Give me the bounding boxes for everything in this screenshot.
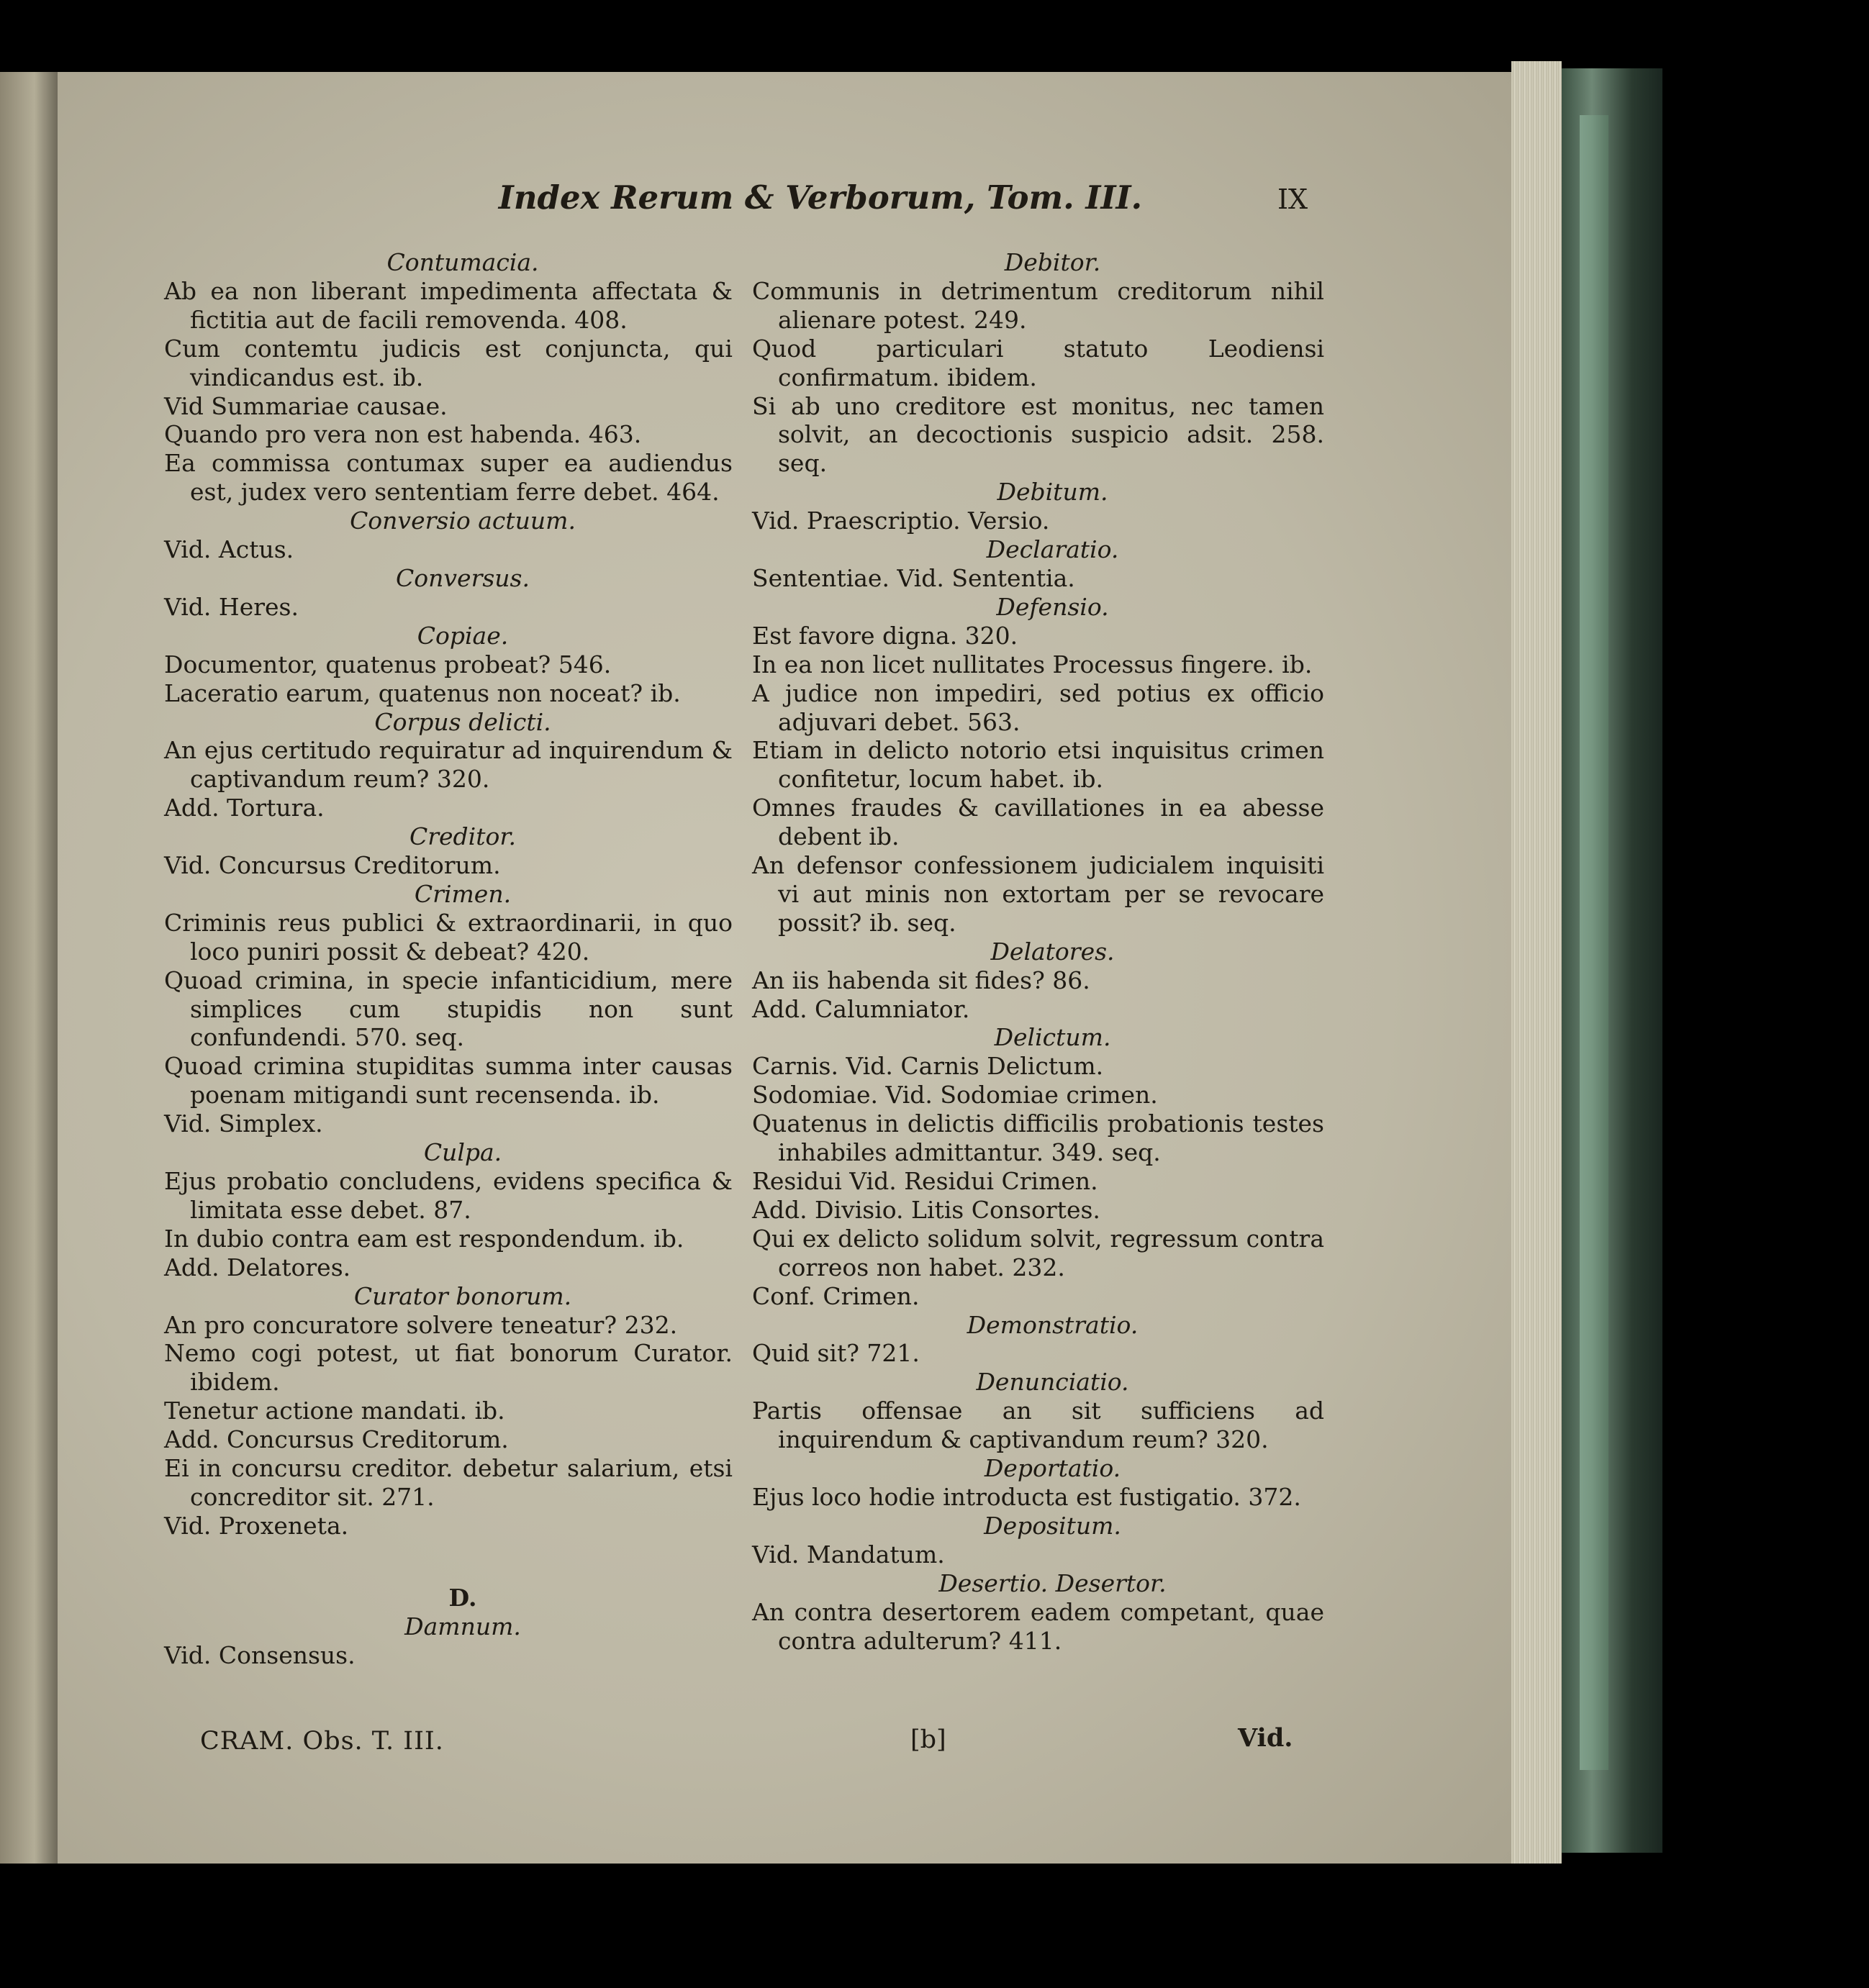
index-headword: Defensio. [996,592,1109,621]
index-entry: Omnes fraudes & cavillationes in ea abesse debent ib. [752,794,1324,851]
index-entry: Quod particulari statuto Leodiensi confirmatum. ibidem. [752,334,1324,391]
index-entry: Vid. Praescriptio. Versio. [752,507,1050,535]
index-entry: An defensor confessionem judicialem inquisiti vi aut minis non extortam per se revocare possit? ib. seq. [752,851,1324,937]
index-headword: Damnum. [404,1612,521,1640]
index-entry: Vid. Simplex. [164,1109,323,1138]
section-spacer [164,1540,733,1584]
index-entry: Vid. Proxeneta. [164,1511,349,1540]
signature-line: CRAM. Obs. T. III. [200,1727,444,1756]
index-entry: Sententiae. Vid. Sententia. [752,563,1075,592]
index-entry: Add. Divisio. Litis Consortes. [752,1195,1100,1224]
index-headword: Denunciatio. [976,1368,1129,1397]
index-entry: Quoad crimina, in specie infanticidium, mere simplices cum stupidis non sunt confundendi. 570. seq. [164,966,733,1052]
page-number: IX [1277,183,1308,215]
index-headword: Debitor. [1004,248,1101,276]
previous-page-edge [0,72,58,1864]
index-headword: Depositum. [984,1511,1121,1540]
index-headword: Delatores. [990,937,1115,966]
index-entry: Criminis reus publici & extraordinarii, in quo loco puniri possit & debeat? 420. [164,908,733,966]
index-entry: Quoad crimina stupiditas summa inter causas poenam mitigandi sunt recensenda. ib. [164,1052,733,1109]
index-entry: Vid. Actus. [164,535,294,564]
index-headword: Debitum. [997,478,1108,507]
page-stack-edges [1511,61,1562,1864]
cover-board-edge [1580,115,1608,1770]
index-headword: Copiae. [417,621,509,650]
index-entry: Communis in detrimentum creditorum nihil alienare potest. 249. [752,276,1324,334]
index-headword: Desertio. Desertor. [938,1569,1167,1597]
index-entry: Add. Calumniator. [752,994,970,1023]
index-entry: Etiam in delicto notorio etsi inquisitus crimen confitetur, locum habet. ib. [752,736,1324,794]
index-entry: Quid sit? 721. [752,1339,920,1368]
index-entry: Ab ea non liberant impedimenta affectata & fictitia aut de facili removenda. 408. [164,276,733,334]
index-entry: An contra desertorem eadem competant, quae contra adulterum? 411. [752,1597,1324,1655]
index-entry: Carnis. Vid. Carnis Delictum. [752,1052,1104,1081]
index-entry: Ea commissa contumax super ea audiendus est, judex vero sententiam ferre debet. 464. [164,449,733,507]
index-entry: An pro concuratore solvere teneatur? 232. [164,1310,678,1339]
index-headword: Delictum. [994,1023,1111,1052]
index-entry: Laceratio earum, quatenus non noceat? ib. [164,678,681,707]
index-headword: Contumacia. [386,248,539,276]
index-entry: Add. Tortura. [164,794,325,822]
running-header: Index Rerum & Verborum, Tom. III. [498,178,1143,217]
index-entry: Vid. Mandatum. [752,1540,945,1569]
index-headword: Culpa. [423,1138,502,1167]
book-cover [1562,68,1662,1853]
index-entry: Ei in concursu creditor. debetur salarium, etsi concreditor sit. 271. [164,1454,733,1511]
index-column-left [164,248,733,1670]
index-entry: Ejus probatio concludens, evidens specifica & limitata esse debet. 87. [164,1167,733,1224]
index-entry: Residui Vid. Residui Crimen. [752,1167,1098,1195]
index-entry: Est favore digna. 320. [752,621,1018,650]
index-entry: Vid Summariae causae. [164,391,448,420]
index-entry: An ejus certitudo requiratur ad inquirendum & captivandum reum? 320. [164,736,733,794]
index-headword: Corpus delicti. [374,707,551,736]
index-entry: Ejus loco hodie introducta est fustigatio. 372. [752,1482,1301,1511]
signature-mark: [b] [910,1725,946,1754]
section-letter: D. [448,1583,477,1612]
index-entry: A judice non impediri, sed potius ex officio adjuvari debet. 563. [752,678,1324,736]
index-entry: Vid. Consensus. [164,1640,356,1669]
index-entry: Nemo cogi potest, ut fiat bonorum Curator. ibidem. [164,1339,733,1397]
index-headword: Conversio actuum. [350,507,576,535]
index-headword: Crimen. [414,879,512,908]
index-entry: Cum contemtu judicis est conjuncta, qui vindicandus est. ib. [164,334,733,391]
index-headword: Creditor. [409,822,516,851]
index-entry: Qui ex delicto solidum solvit, regressum contra correos non habet. 232. [752,1224,1324,1281]
index-entry: Add. Delatores. [164,1253,351,1281]
index-entry: Quatenus in delictis difficilis probationis testes inhabiles admittantur. 349. seq. [752,1109,1324,1167]
index-entry: Si ab uno creditore est monitus, nec tamen solvit, an decoctionis suspicio adsit. 258. seq. [752,391,1324,478]
index-entry: Quando pro vera non est habenda. 463. [164,420,642,449]
index-entry: In ea non licet nullitates Processus fingere. ib. [752,650,1313,678]
index-entry: Add. Concursus Creditorum. [164,1425,509,1454]
index-entry: Vid. Concursus Creditorum. [164,851,501,880]
index-headword: Demonstratio. [967,1310,1139,1339]
index-headword: Deportatio. [984,1454,1121,1483]
index-entry: Vid. Heres. [164,592,299,621]
index-entry: Documentor, quatenus probeat? 546. [164,650,612,678]
index-entry: Conf. Crimen. [752,1281,920,1310]
catchword: Vid. [1238,1723,1293,1753]
index-entry: Partis offensae an sit sufficiens ad inquirendum & captivandum reum? 320. [752,1397,1324,1454]
index-headword: Declaratio. [986,535,1119,564]
index-headword: Curator bonorum. [353,1281,572,1310]
index-headword: Conversus. [396,563,530,592]
index-entry: Sodomiae. Vid. Sodomiae crimen. [752,1081,1158,1109]
index-column-right [752,248,1324,1655]
index-entry: In dubio contra eam est respondendum. ib. [164,1224,684,1253]
index-entry: An iis habenda sit fides? 86. [752,966,1090,994]
index-entry: Tenetur actione mandati. ib. [164,1397,505,1425]
